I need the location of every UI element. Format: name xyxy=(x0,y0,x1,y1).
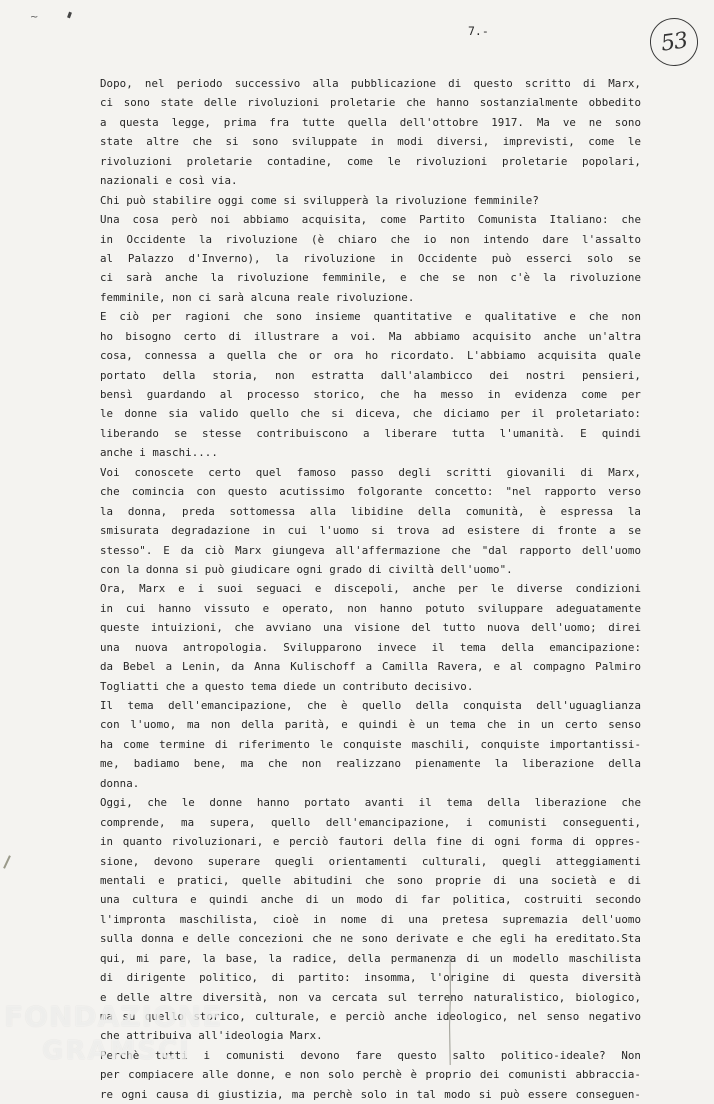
text-line: nazionali e così via. xyxy=(100,174,238,188)
archive-stamp xyxy=(647,15,701,69)
text-line: Chi può stabilire oggi come si svilupperà la rivoluzione femminile? xyxy=(100,193,539,207)
corner-mark: ~ xyxy=(30,12,39,23)
text-line: Una cosa però noi abbiamo acquisita, come Partito Comunista Italiano: che xyxy=(100,213,641,227)
text-line: una nuova antropologia. Svilupparono invece il tema della emancipazione: xyxy=(100,640,641,654)
text-line: comprende, ma supera, quello dell'emancipazione, i comunisti conseguenti, xyxy=(100,815,641,829)
text-line: che attribuiva all'ideologia Marx. xyxy=(100,1029,323,1043)
body-text xyxy=(100,74,641,1104)
text-line: e delle altre diversità, non va cercata sul terreno naturalistico, biologico, xyxy=(100,990,641,1004)
text-line: stesso". E da ciò Marx giungeva all'affermazione che "dal rapporto dell'uomo xyxy=(100,543,641,557)
text-line: che comincia con questo acutissimo folgorante concetto: "nel rapporto verso xyxy=(100,485,641,499)
text-line: ci sarà anche la rivoluzione femminile, e che se non c'è la rivoluzione xyxy=(100,271,641,285)
text-line: le donne sia valido quello che si diceva, che diciamo per il proletariato: xyxy=(100,407,641,421)
text-line: Oggi, che le donne hanno portato avanti il tema della liberazione che xyxy=(100,796,641,810)
stamp-number: 53 xyxy=(659,27,689,57)
text-line: a questa legge, prima fra tutte quella dell'ottobre 1917. Ma ve ne sono xyxy=(100,115,641,129)
text-line: sulla donna e delle concezioni che ne sono derivate e che egli ha ereditato.Sta xyxy=(100,932,641,946)
text-line: qui, mi pare, la base, la radice, della permanenza di un modello maschilista xyxy=(100,951,641,965)
text-line: liberando se stesse contribuiscono a liberare tutta l'umanità. E quindi xyxy=(100,426,641,440)
text-line: ha come termine di riferimento le conquiste maschili, conquiste importantissi- xyxy=(100,737,641,751)
text-line: bensì guardando al processo storico, che ha messo in evidenza come per xyxy=(100,388,641,401)
text-line: Perchè tutti i comunisti devono fare questo salto politico-ideale? Non xyxy=(100,1048,641,1062)
pencil-mark xyxy=(448,955,452,1065)
text-line: una cultura e quindi anche di un modo di far politica, costruiti secondo xyxy=(100,893,641,907)
text-line: Togliatti che a questo tema diede un contributo decisivo. xyxy=(100,679,474,693)
text-line: donna. xyxy=(100,776,140,790)
text-line: l'impronta maschilista, cioè in nome di una pretesa supremazia dell'uomo xyxy=(100,912,641,926)
text-line: E ciò per ragioni che sono insieme quantitative e qualitative e che non xyxy=(100,310,641,324)
text-line: me, badiamo bene, ma che non realizzano pienamente la liberazione della xyxy=(100,757,641,771)
text-line: ho bisogno certo di illustrare a voi. Ma abbiamo acquisito anche un'altra xyxy=(100,329,641,343)
text-line: con l'uomo, ma non della parità, e quindi è un tema che in un certo senso xyxy=(100,718,641,732)
margin-mark xyxy=(3,855,11,869)
text-line: mentali e pratici, quelle abitudini che sono proprie di una società e di xyxy=(100,873,641,887)
corner-dot xyxy=(67,12,72,19)
text-line: al Palazzo d'Inverno), la rivoluzione in Occidente può esserci solo se xyxy=(100,251,641,265)
text-line: per compiacere alle donne, e non solo perchè è proprio dei comunisti abbraccia- xyxy=(100,1068,641,1082)
text-line: sione, devono superare quegli orientamenti culturali, quegli atteggiamenti xyxy=(100,854,641,868)
text-line: con la donna si può giudicare ogni grado di civiltà dell'uomo". xyxy=(100,562,513,576)
text-line: state altre che si sono sviluppate in modi diversi, imprevisti, come le xyxy=(100,135,641,149)
text-line: Voi conoscete certo quel famoso passo degli scritti giovanili di Marx, xyxy=(100,465,641,479)
watermark-line-1: FONDAZIONE xyxy=(4,1000,223,1033)
watermark xyxy=(4,1000,222,1068)
text-line: ma su quello storico, culturale, e perciò anche ideologico, nel senso negativo xyxy=(100,1010,641,1023)
text-line: in Occidente la rivoluzione (è chiaro che io non intendo dare l'assalto xyxy=(100,232,641,246)
text-line: rivoluzioni proletarie contadine, come le rivoluzioni proletarie popolari, xyxy=(100,154,641,168)
text-line: Dopo, nel periodo successivo alla pubblicazione di questo scritto di Marx, xyxy=(100,77,641,90)
text-line: di dirigente politico, di partito: insomma, l'origine di questa diversità xyxy=(100,971,641,985)
text-line: Ora, Marx e i suoi seguaci e discepoli, anche per le diverse condizioni xyxy=(100,582,641,596)
text-line: smisurata degradazione in cui l'uomo si trova ad esistere di fronte a se xyxy=(100,524,641,538)
text-line: ci sono state delle rivoluzioni proletarie che hanno sostanzialmente obbedito xyxy=(100,96,641,110)
text-line: cosa, connessa a quella che or ora ho ricordato. L'abbiamo acquisita quale xyxy=(100,349,641,363)
text-line: in cui hanno vissuto e operato, non hanno potuto sviluppare adeguatamente xyxy=(100,601,641,615)
text-line: re ogni causa di giustizia, ma perchè solo in tal modo si può essere conseguen- xyxy=(100,1087,641,1101)
page-number: 7.- xyxy=(468,24,489,38)
text-line: la donna, preda sottomessa alla libidine della comunità, è espressa la xyxy=(100,504,641,518)
text-line: femminile, non ci sarà alcuna reale rivoluzione. xyxy=(100,290,415,304)
text-line: in quanto rivoluzionari, e perciò fautori della fine di ogni forma di oppres- xyxy=(100,835,641,849)
text-line: portato della storia, non estratta dall'alambicco dei nostri pensieri, xyxy=(100,368,641,382)
text-line: queste intuizioni, che avviano una visione del tutto nuova dell'uomo; direi xyxy=(100,621,641,635)
text-line: Il tema dell'emancipazione, che è quello della conquista dell'uguaglianza xyxy=(100,699,641,712)
text-line: anche i maschi.... xyxy=(100,446,218,460)
text-line: da Bebel a Lenin, da Anna Kulischoff a Camilla Ravera, e al compagno Palmiro xyxy=(100,660,641,674)
watermark-line-2: GRAMSCI xyxy=(42,1036,191,1066)
